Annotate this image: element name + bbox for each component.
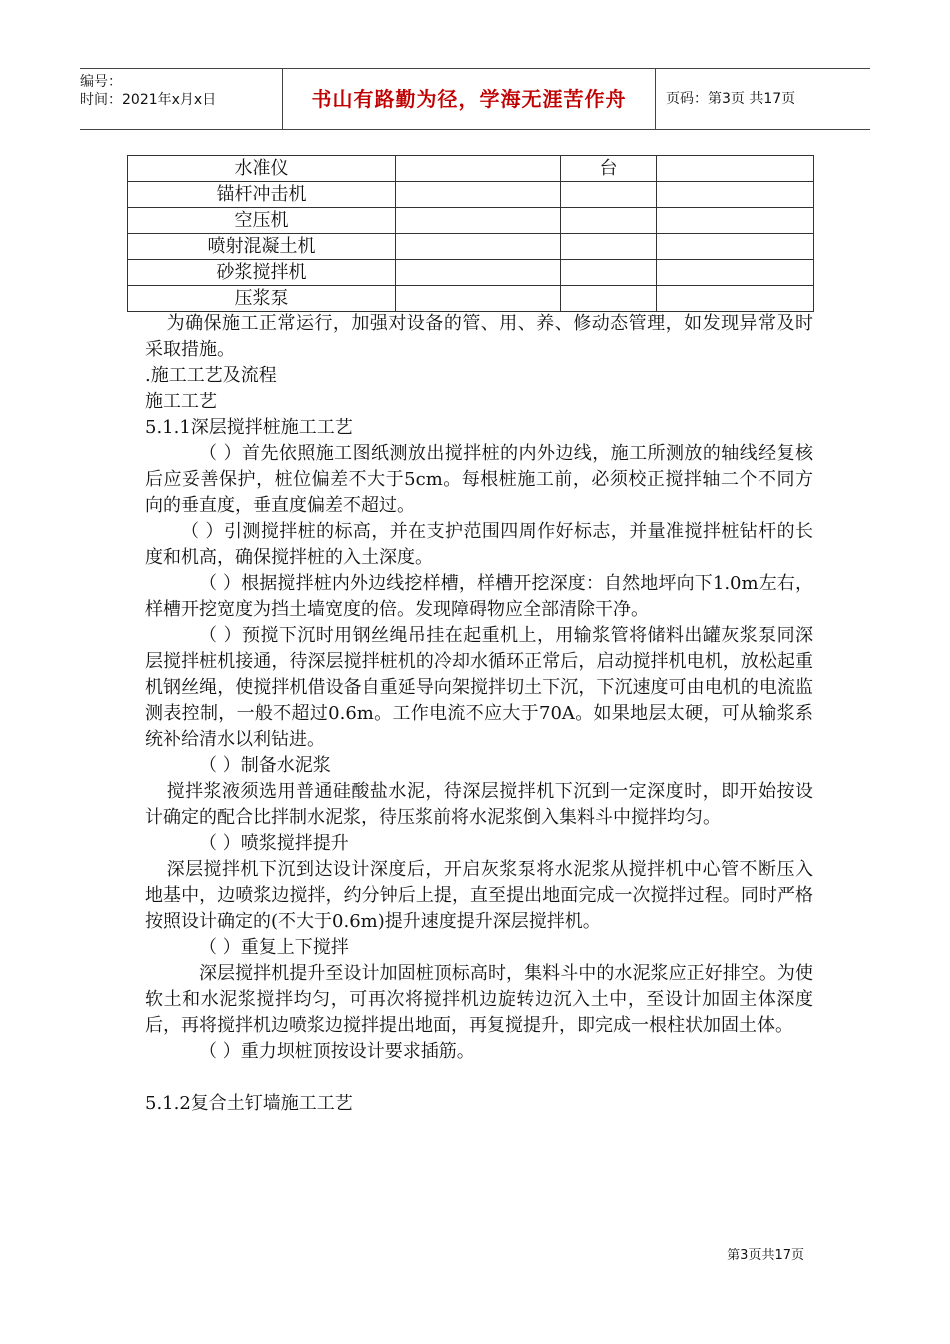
section-heading: 施工工艺 — [145, 391, 217, 412]
table-cell — [657, 286, 814, 312]
paragraph: 深层搅拌机下沉到达设计深度后，开启灰浆泵将水泥浆从搅拌机中心管不断压入地基中，边喷浆边搅拌，约分钟后上提，直至提出地面完成一次搅拌过程。同时严格按照设计确定的(不大于0.6m)提升速度提升深层搅拌机。 — [145, 859, 813, 932]
equipment-unit — [561, 208, 657, 234]
paragraph: （ ）引测搅拌桩的标高，并在支护范围四周作好标志，并量准搅拌桩钻杆的长度和机高，确保搅拌桩的入土深度。 — [145, 521, 813, 568]
spacer — [145, 1065, 813, 1091]
equipment-name: 水准仪 — [128, 156, 396, 182]
equipment-table — [127, 155, 814, 312]
table-row — [128, 156, 814, 182]
table-cell — [657, 260, 814, 286]
step-heading: （ ）重力坝桩顶按设计要求插筋。 — [199, 1041, 475, 1062]
subsection-heading: 5.1.2复合土钉墙施工工艺 — [145, 1093, 353, 1114]
header-motto: 书山有路勤为径，学海无涯苦作舟 — [311, 87, 627, 111]
section-heading: .施工工艺及流程 — [145, 365, 277, 386]
equipment-unit — [561, 234, 657, 260]
equipment-name: 锚杆冲击机 — [128, 182, 396, 208]
paragraph: （ ）根据搅拌桩内外边线挖样槽，样槽开挖深度：自然地坪向下1.0m左右，样槽开挖宽度为挡土墙宽度的倍。发现障碍物应全部清除干净。 — [145, 573, 813, 620]
paragraph: （ ）预搅下沉时用钢丝绳吊挂在起重机上，用输浆管将储料出罐灰浆泵同深层搅拌桩机接通，待深层搅拌桩机的冷却水循环正常后，启动搅拌机电机，放松起重机钢丝绳，使搅拌机借设备自重延导向架搅拌切土下沉，下沉速度可由电机的电流监测表控制，一般不超过0.6m。工作电流不应大于70A。如果地层太硬，可从输浆系统补给清水以利钻进。 — [145, 625, 813, 750]
step-heading: （ ）重复上下搅拌 — [199, 937, 349, 958]
document-header — [80, 68, 870, 130]
table-cell — [657, 156, 814, 182]
equipment-name: 空压机 — [128, 208, 396, 234]
table-row — [128, 234, 814, 260]
equipment-name: 砂浆搅拌机 — [128, 260, 396, 286]
header-meta — [80, 69, 280, 129]
header-page-cell — [656, 69, 870, 129]
table-cell — [657, 208, 814, 234]
step-heading: （ ）制备水泥浆 — [199, 755, 331, 776]
header-motto-cell — [282, 69, 656, 129]
step-heading: （ ）喷浆搅拌提升 — [199, 833, 349, 854]
table-cell — [657, 234, 814, 260]
table-cell — [396, 156, 561, 182]
date-label: 时间：2021年x月x日 — [80, 92, 217, 108]
table-row — [128, 286, 814, 312]
paragraph: 深层搅拌机提升至设计加固桩顶标高时，集料斗中的水泥浆应正好排空。为使软土和水泥浆搅拌均匀，可再次将搅拌机边旋转边沉入土中，至设计加固主体深度后，再将搅拌机边喷浆边搅拌提出地面，再复搅提升，即完成一根柱状加固土体。 — [145, 963, 813, 1036]
paragraph: 为确保施工正常运行，加强对设备的管、用、养、修动态管理，如发现异常及时采取措施。 — [145, 313, 813, 360]
table-cell — [396, 208, 561, 234]
document-body — [145, 311, 813, 1117]
table-cell — [396, 182, 561, 208]
equipment-unit: 台 — [561, 156, 657, 182]
subsection-heading: 5.1.1深层搅拌桩施工工艺 — [145, 417, 353, 438]
equipment-unit — [561, 260, 657, 286]
header-page-label: 页码：第3页 共17页 — [666, 91, 796, 107]
number-label: 编号： — [80, 74, 122, 90]
table-row — [128, 182, 814, 208]
equipment-name: 压浆泵 — [128, 286, 396, 312]
page-footer: 第3页共17页 — [727, 1248, 804, 1263]
table-cell — [657, 182, 814, 208]
table-cell — [396, 234, 561, 260]
table-cell — [396, 260, 561, 286]
table-cell — [396, 286, 561, 312]
table-row — [128, 260, 814, 286]
equipment-unit — [561, 182, 657, 208]
paragraph: （ ）首先依照施工图纸测放出搅拌桩的内外边线，施工所测放的轴线经复核后应妥善保护，桩位偏差不大于5cm。每根桩施工前，必须校正搅拌轴二个不同方向的垂直度，垂直度偏差不超过。 — [145, 443, 813, 516]
equipment-name: 喷射混凝土机 — [128, 234, 396, 260]
equipment-unit — [561, 286, 657, 312]
paragraph: 搅拌浆液须选用普通硅酸盐水泥，待深层搅拌机下沉到一定深度时，即开始按设计确定的配合比拌制水泥浆，待压浆前将水泥浆倒入集料斗中搅拌均匀。 — [145, 781, 813, 828]
table-row — [128, 208, 814, 234]
